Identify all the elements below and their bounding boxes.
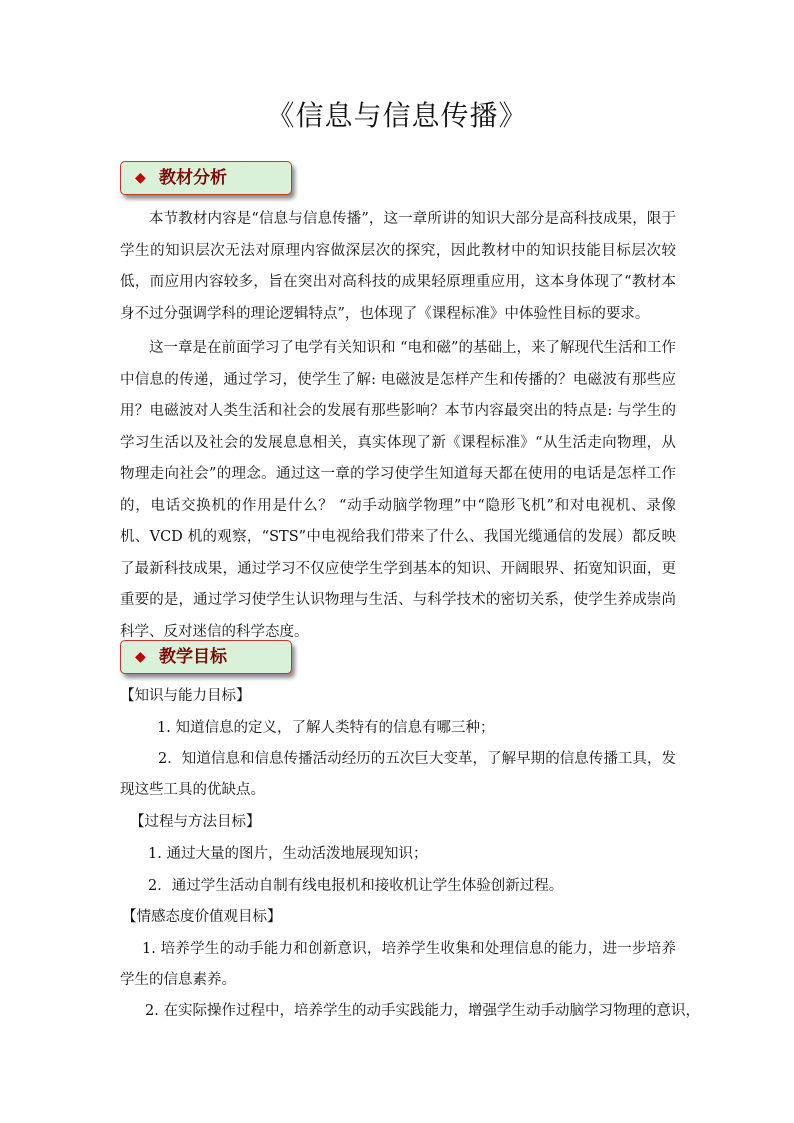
analysis-paragraph-1: 本节教材内容是“信息与信息传播”，这一章所讲的知识大部分是高科技成果，限于学生的知识层次无法对原理内容做深层次的探究，因此教材中的知识技能目标层次较低，而应用内容较多，旨在突出对高科技的成果轻原理重应用，这本身体现了“教材本身不过分强调学科的理论逻辑特点”，也体现了《课程标准》中体验性目标的要求。: [120, 211, 676, 322]
objective-group-label-process: 【过程与方法目标】: [130, 814, 261, 830]
analysis-paragraph-2: 这一章是在前面学习了电学有关知识和 “电和磁”的基础上，来了解现代生活和工作中信息的传递，通过学习，使学生了解: 电磁波是怎样产生和传播的？电磁波有那些应用？电磁波对人类生活和社会的发展有那些影响？本节内容最突出的特点是: 与学生的学习生活以及社会的发展息息相关，真实体现了新《课程标准》“从生活走向物理，从物理走向社会”的理念。通过这一章的学习使学生知道每天都在使用的电话是怎样工作的，电话交换机的作用是什么？ “动手动脑学物理”中“隐形飞机”和对电视机、录像机、VCD 机的观察，“STS”中电视给我们带来了什么、我国光缆通信的发展）都反映了最新科技成果，通过学习不仅应使学生学到基本的知识、开阔眼界、拓宽知识面，更重要的是，通过学习使学生认识物理与生活、与科学技术的密切关系，使学生养成崇尚科学、反对迷信的科学态度。: [120, 340, 676, 640]
section-heading-label: 教学目标: [159, 647, 227, 667]
objective-group-label-emotion: 【情感态度价值观目标】: [122, 909, 282, 925]
section-heading-teaching-objectives: [120, 640, 292, 674]
objective-item: 2．知道信息和信息传播活动经历的五次巨大变革，了解早期的信息传播工具，发现这些工具的优缺点。: [120, 751, 676, 798]
section-heading-label: 教材分析: [159, 168, 227, 188]
section-heading-textbook-analysis: [120, 161, 292, 195]
objective-item: 1. 通过大量的图片，生动活泼地展现知识；: [148, 846, 428, 862]
objective-item: 2. 在实际操作过程中，培养学生的动手实践能力，增强学生动手动脑学习物理的意识，: [145, 1003, 700, 1019]
objective-item: 1. 知道信息的定义，了解人类特有的信息有哪三种；: [157, 720, 495, 736]
objective-group-label-knowledge: 【知识与能力目标】: [120, 688, 251, 704]
diamond-bullet-icon: ◆: [135, 170, 146, 186]
objective-item: 2．通过学生活动自制有线电报机和接收机让学生体验创新过程。: [148, 878, 564, 894]
objective-item: 1. 培养学生的动手能力和创新意识，培养学生收集和处理信息的能力，进一步培养学生的信息素养。: [120, 941, 676, 988]
document-title: 《信息与信息传播》: [266, 99, 528, 132]
diamond-bullet-icon: ◆: [135, 649, 146, 665]
